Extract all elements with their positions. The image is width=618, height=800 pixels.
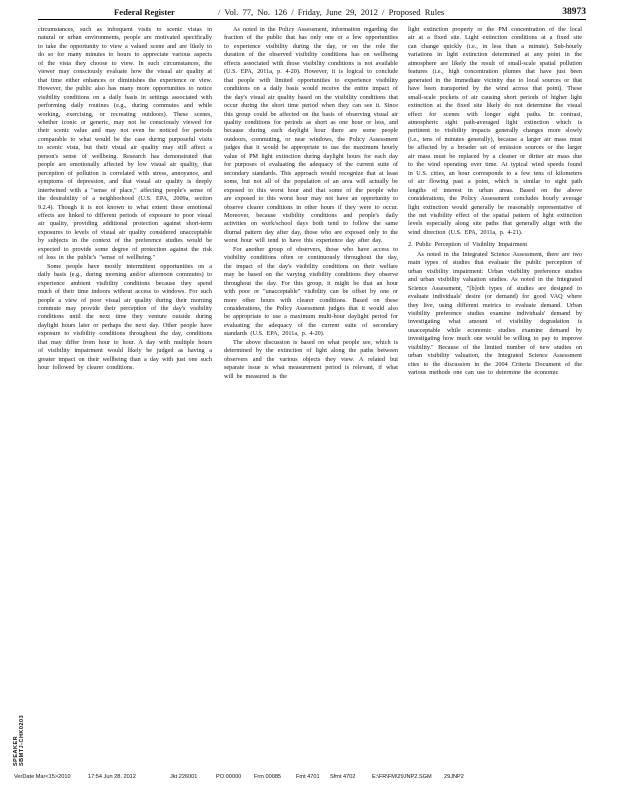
page-number: 38973: [562, 7, 586, 17]
slug-code: SBMTJ-CHK0203: [19, 714, 25, 766]
footer-page-code: 29JNP2: [444, 774, 464, 780]
slug-label: SPEAKER: [13, 735, 19, 766]
page-footer: [14, 771, 604, 783]
section-heading: 2. Public Perception of Visibility Impairment: [408, 241, 528, 249]
paragraph: light extinction property or the PM concentration of the local air at a fixed site. Light extinction conditions at a fixed site can change quickly (i.e., in less than a minute). Sub-hourly variations in light extinction determined at any point in the atmosphere are likely the result of small-scale spatial pollution features (i.e., high concentration plumes that have just been generated in the immediate vicinity due to local sources or that have been transported by the wind across that point). These small-scale pockets of air causing short periods of higher light extinction at the fixed site likely do not determine the visual effect for scenes with longer sight paths. In contrast, atmospheric sight path-averaged light extinction which is pertinent to visibility impacts generally changes more slowly (i.e., tens of minutes generally), because a larger air mass must be affected by a broader set of emission sources or the larger air mass must be replaced by a cleaner or dirtier air mass due to the wind operating over time. At typical wind speeds found in U.S. cities, an hour corresponds to a few tens of kilometers of air flowing past a point, which is similar to sight path lengths of interest in urban areas. Based on the above considerations, the Policy Assessment concludes hourly average light extinction would generally be reasonably representative of the net visibility effect of the spatial pattern of light extinction levels especially along site paths that generally align with the wind direction (U.S. EPA, 2011a, p. 4-21).: [408, 26, 582, 236]
footer-verdate: VerDate Mar<15>2010: [14, 774, 71, 780]
paragraph: For another group of observers, those who have access to visibility conditions often or continuously throughout the day, the impact of the day's visibility conditions on their welfare may be based on the varying visibility conditions they observe throughout the day. For this group, it might be that an hour with poor or "unacceptable" visibility can be offset by one or more other hours with clearer conditions. Based on these considerations, the Policy Assessment judges that it would also be appropriate to use a maximum multi-hour daylight period for evaluating the adequacy of the current suite of secondary standards (U.S. EPA, 2011a, p. 4-20).: [224, 245, 398, 338]
text-column-3: [408, 26, 582, 776]
footer-fmt: Fmt 4701: [296, 774, 320, 780]
header-rule: [38, 19, 586, 20]
page-header: [38, 5, 586, 19]
issue-line: / Vol. 77, No. 126 / Friday, June 29, 2012 / Proposed Rules: [218, 7, 445, 17]
publication-title: Federal Register: [114, 7, 175, 17]
paragraph: The above discussion is based on what people see, which is determined by the extinction of light along the paths between observers and the various objects they view. A related but separate issue is what measurement period is relevant, if what will be measured is the: [224, 338, 398, 380]
footer-sfmt: Sfmt 4702: [330, 774, 356, 780]
paragraph: circumstances, such as infrequent visits to scenic vistas in natural or urban environments, people are motivated specifically to take the opportunity to view a valued scene and are likely to do so for many minutes to hours to appreciate various aspects of the vista they choose to view. In such circumstances, the viewer may consciously evaluate how the visual air quality at that time either enhances or diminishes the experience or view. However, the public also has many more opportunities to notice visibility conditions on a daily basis in settings associated with performing daily routines (e.g., during commutes and while working, exercising, or recreating outdoors). These scenes, whether iconic or generic, may not be consciously viewed for their scenic value and may not even be noticed for periods comparable to what would be the case during purposeful visits to scenic vista, but their visual air quality may still affect a person's sense of wellbeing. Research has demonstrated that people are emotionally affected by low visual air quality, that perception of pollution is correlated with stress, annoyance, and symptoms of depression, and that visual air quality is deeply intertwined with a "sense of place," affecting people's sense of the desirability of a neighborhood (U.S. EPA, 2009a, section 9.2.4). Though it is not known to what extent these emotional effects are linked to different periods of exposure to poor visual air quality, providing additional protection against short-term exposures to levels of visual air quality considered unacceptable by subjects in the context of the preference studies would be expected to provide some degree of protection against the risk of loss in the public's "sense of wellbeing.": [38, 26, 212, 262]
footer-jkt: Jkt 226001: [170, 774, 198, 780]
paragraph: As noted in the Policy Assessment, information regarding the fraction of the public that has only one or a few opportunities to experience visibility during the day, or on the role the duration of the observed visibility conditions has on wellbeing effects associated with those visibility conditions is not available (U.S. EPA, 2011a, p. 4-20). However, it is logical to conclude that people with limited opportunities to experience visibility conditions on a daily basis would receive the entire impact of the day's visual air quality based on the visibility conditions that occur during the short time period when they can see it. Since this group could be affected on the basis of observing visual air quality conditions for periods as short as one hour or less, and because during each daylight hour there are some people outdoors, commuting, or near windows, the Policy Assessment judges that it would be appropriate to use the maximum hourly value of PM light extinction during daylight hours for each day for purposes of evaluating the adequacy of the current suite of secondary standards. This approach would recognize that at least some, but not all of the population of an area will actually be exposed to this worst hour and that some of the people who are exposed to this worst hour may not have an opportunity to observe clearer conditions in other hours if they were to occur. Moreover, because visibility conditions and people's daily activities on work/school days both tend to follow the same diurnal pattern day after day, those who are exposed only to the worst hour will tend to have this experience day after day.: [224, 26, 398, 245]
paragraph: Some people have mostly intermittent opportunities on a daily basis (e.g., during morning and/or afternoon commutes) to experience ambient visibility conditions because they spend much of their time indoors without access to windows. For such people a view of poor visual air quality during their morning commute may provide their perception of the day's visibility conditions until the next time they venture outside during daylight hours later or perhaps the next day. Other people have exposure to visibility conditions throughout the day, conditions that may differ from hour to hour. A day with multiple hours of visibility impairment would likely be judged as having a greater impact on their wellbeing than a day with just one such hour followed by clearer conditions.: [38, 262, 212, 372]
footer-po: PO 00000: [216, 774, 242, 780]
text-column-2: [224, 26, 398, 776]
side-slug: [13, 656, 23, 766]
text-column-1: [38, 26, 212, 776]
paragraph: As noted in the Integrated Science Assessment, there are two main types of studies that evaluate the public perception of urban visibility impairment: Urban visibility preference studies and urban visibility valuation studies. As noted in the Integrated Science Assessment, "[b]oth types of studies are designed to evaluate individuals' desire (or demand) for good VAQ where they live, using different metrics to evaluate demand. Urban visibility preference studies examine individuals' demand by investigating what amount of visibility degradation is unacceptable while economic studies examine demand by investigating how much one would be willing to pay to improve visibility." Because of the limited number of new studies on urban visibility valuation, the Integrated Science Assessment cites to the discussion in the 2004 Criteria Document of the various methods one can use to determine the economic: [408, 250, 582, 377]
footer-frm: Frm 00085: [254, 774, 282, 780]
footer-file: E:\FR\FM\29JNP2.SGM: [372, 774, 432, 780]
footer-time: 17:54 Jun 28, 2012: [88, 774, 136, 780]
